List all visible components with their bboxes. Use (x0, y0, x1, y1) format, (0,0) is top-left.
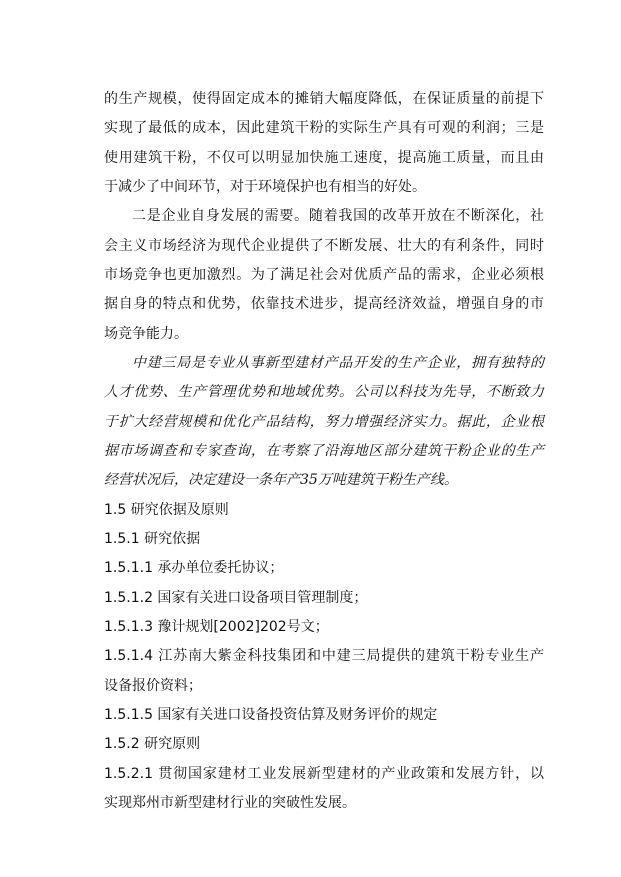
paragraph-2-line-4: 据自身的特点和优势，依靠技术进步，提高经济效益，增强自身的市 (104, 296, 544, 312)
paragraph-3-line-1: 中建三局是专业从事新型建材产品开发的生产企业，拥有独特的 (132, 355, 544, 371)
list-item-1-5-1-2: 1.5.1.2 国家有关进口设备项目管理制度； (104, 590, 368, 606)
paragraph-2-line-2: 会主义市场经济为现代企业提供了不断发展、壮大的有利条件，同时 (104, 238, 544, 254)
list-item-1-5-1-3: 1.5.1.3 豫计规划[2002]202号文； (104, 619, 329, 635)
list-item-1-5-1-4-line-2: 设备报价资料； (104, 678, 202, 694)
list-item-1-5-2-1-line-1: 1.5.2.1 贯彻国家建材工业发展新型建材的产业政策和发展方针，以 (104, 766, 544, 782)
list-item-1-5-1-1: 1.5.1.1 承办单位委托协议； (104, 560, 284, 576)
list-item-1-5-2-1-line-2: 实现郑州市新型建材行业的突破性发展。 (104, 795, 356, 811)
paragraph-3-line-5: 经营状况后，决定建设一条年产35万吨建筑干粉生产线。 (104, 472, 458, 488)
paragraph-1-line-1: 的生产规模，使得固定成本的摊销大幅度降低，在保证质量的前提下 (104, 91, 544, 107)
paragraph-3-line-4: 据市场调查和专家查询，在考察了沿海地区部分建筑干粉企业的生产 (104, 443, 544, 459)
paragraph-1-line-3: 使用建筑干粉，不仅可以明显加快施工速度，提高施工质量，而且由 (104, 150, 544, 166)
paragraph-2-line-5: 场竞争能力。 (104, 326, 188, 342)
section-heading-1-5-1: 1.5.1 研究依据 (104, 531, 201, 547)
paragraph-1-line-2: 实现了最低的成本，因此建筑干粉的实际生产具有可观的利润；三是 (104, 120, 544, 136)
paragraph-1-line-4: 于减少了中间环节，对于环境保护也有相当的好处。 (104, 179, 426, 195)
paragraph-3-line-3: 于扩大经营规模和优化产品结构，努力增强经济实力。据此，企业根 (104, 414, 544, 430)
paragraph-2-line-3: 市场竞争也更加激烈。为了满足社会对优质产品的需求，企业必须根 (104, 267, 544, 283)
paragraph-2-line-1: 二是企业自身发展的需要。随着我国的改革开放在不断深化，社 (132, 208, 544, 224)
list-item-1-5-1-4-line-1: 1.5.1.4 江苏南大紫金科技集团和中建三局提供的建筑干粉专业生产 (104, 648, 544, 664)
section-heading-1-5: 1.5 研究依据及原则 (104, 502, 229, 518)
list-item-1-5-1-5: 1.5.1.5 国家有关进口设备投资估算及财务评价的规定 (104, 707, 438, 723)
section-heading-1-5-2: 1.5.2 研究原则 (104, 736, 201, 752)
paragraph-3-line-2: 人才优势、生产管理优势和地域优势。公司以科技为先导，不断致力 (104, 384, 544, 400)
